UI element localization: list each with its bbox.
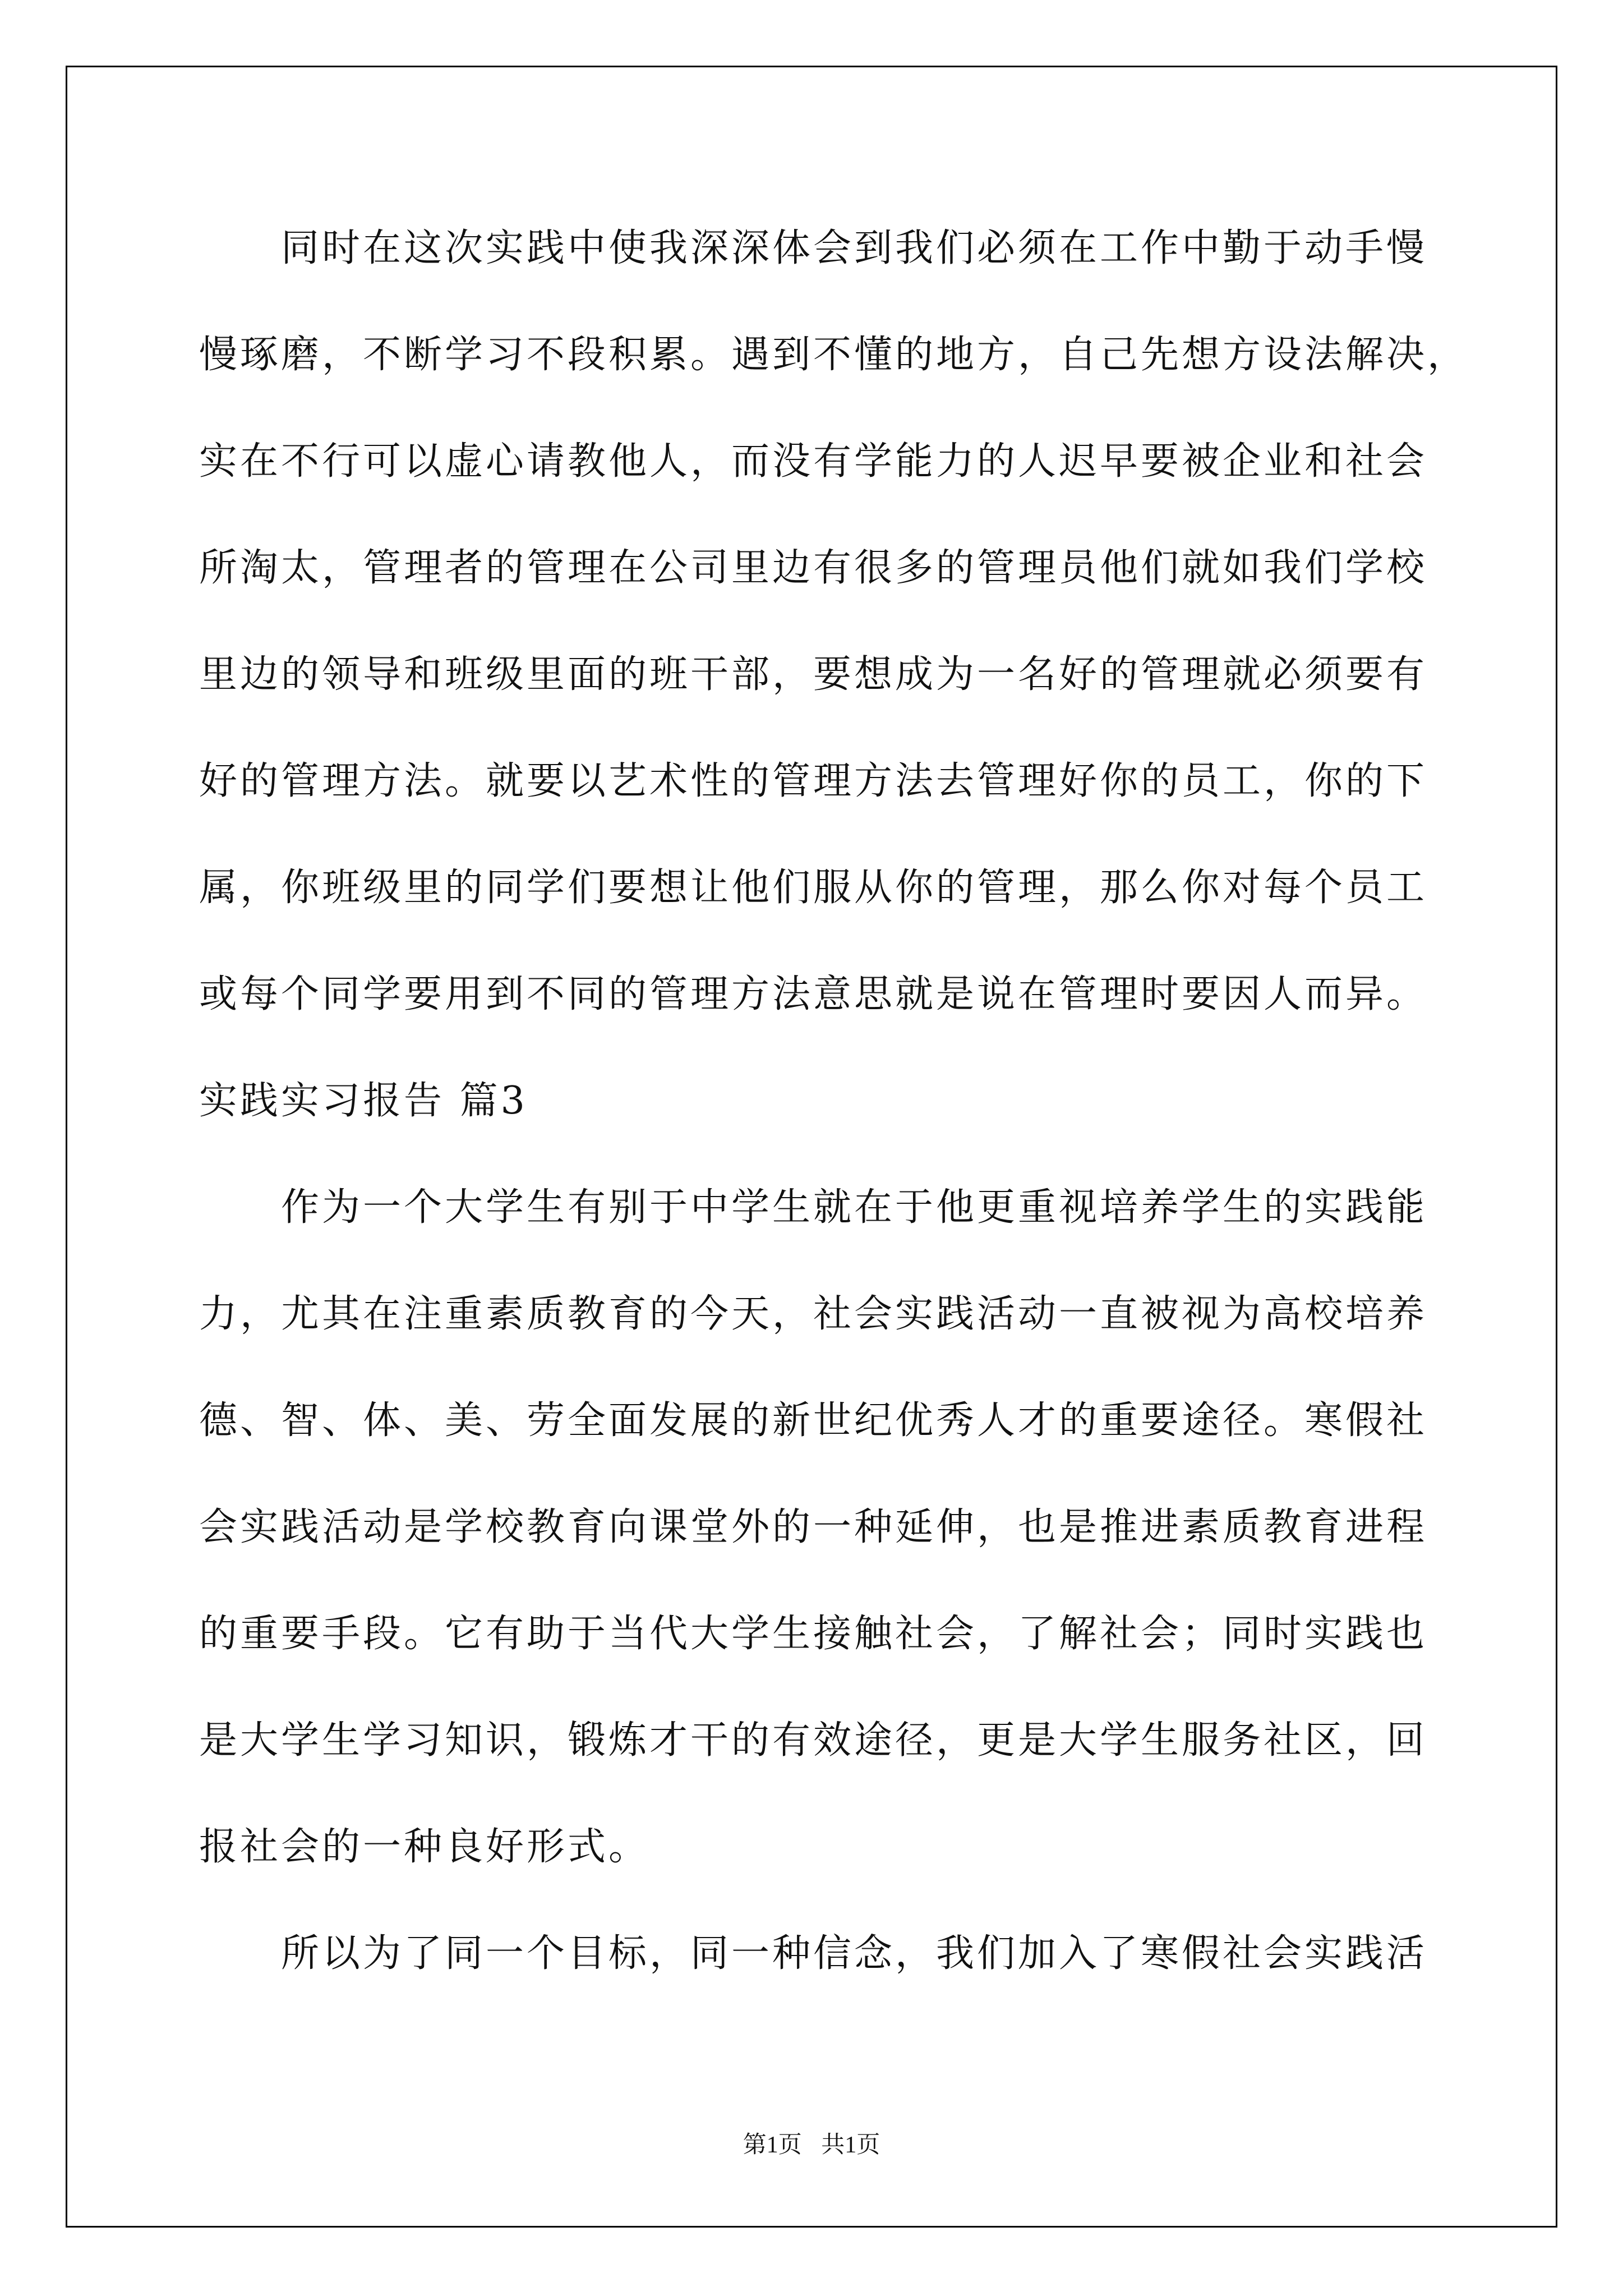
document-body [199,195,1489,2007]
text-line: 报社会的一种良好形式。 [199,1825,650,1869]
section-heading: 实践实习报告 篇3 [199,1079,528,1123]
text-line: 会实践活动是学校教育向课堂外的一种延伸，也是推进素质教育进程 [199,1505,1428,1549]
text-line: 的重要手段。它有助于当代大学生接触社会，了解社会；同时实践也 [199,1612,1428,1656]
text-line: 或每个同学要用到不同的管理方法意思就是说在管理时要因人而异。 [199,972,1428,1016]
paragraph [199,195,1489,1048]
paragraph [199,1901,1489,2007]
text-line: 里边的领导和班级里面的班干部，要想成为一名好的管理就必须要有 [199,652,1428,697]
text-line: 力，尤其在注重素质教育的今天，社会实践活动一直被视为高校培养 [199,1292,1428,1336]
text-line: 慢琢磨，不断学习不段积累。遇到不懂的地方，自己先想方设法解决， [199,333,1469,377]
text-line: 属，你班级里的同学们要想让他们服从你的管理，那么你对每个员工 [199,866,1428,910]
text-line: 德、智、体、美、劳全面发展的新世纪优秀人才的重要途径。寒假社 [199,1398,1428,1443]
text-line: 好的管理方法。就要以艺术性的管理方法去管理好你的员工，你的下 [199,759,1428,803]
page-footer: 第1页 共1页 [743,2132,880,2158]
text-line: 是大学生学习知识，锻炼才干的有效途径，更是大学生服务社区，回 [199,1718,1428,1763]
text-line: 同时在这次实践中使我深深体会到我们必须在工作中勤于动手慢 [281,226,1428,270]
text-line: 实在不行可以虚心请教他人，而没有学能力的人迟早要被企业和社会 [199,439,1428,484]
text-line: 所淘太，管理者的管理在公司里边有很多的管理员他们就如我们学校 [199,546,1428,590]
text-line: 所以为了同一个目标，同一种信念，我们加入了寒假社会实践活 [281,1931,1428,1976]
text-line: 作为一个大学生有别于中学生就在于他更重视培养学生的实践能 [281,1185,1428,1230]
paragraph [199,1154,1489,1901]
